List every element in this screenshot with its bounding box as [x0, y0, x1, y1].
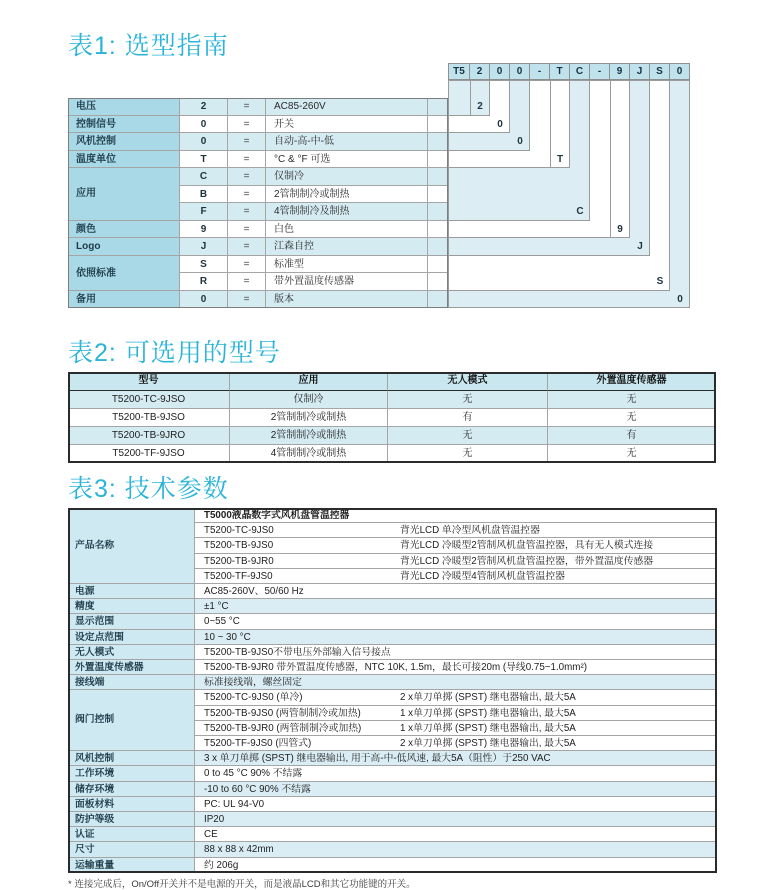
connector-letter-C: C	[576, 206, 584, 217]
spec-label-cell: 储存环境	[68, 782, 195, 797]
spec-value-cell: ±1 °C	[195, 599, 717, 614]
table3-title: 表3: 技术参数	[68, 475, 229, 503]
desc-cell: 仅制冷	[266, 168, 428, 186]
connector-letter-0: 0	[517, 136, 523, 147]
spec-label-cell: 认证	[68, 827, 195, 842]
spec-value-secondary: 2 x单刀单掷 (SPST) 继电器输出, 最大5A	[400, 692, 576, 704]
model-char-box: 9	[610, 63, 630, 80]
spacer-cell	[428, 221, 448, 239]
desc-cell: 江森自控	[266, 238, 428, 256]
row-label-cell: 控制信号	[68, 116, 180, 134]
spec-label-cell: 工作环境	[68, 766, 195, 781]
spec-value-secondary: 背光LCD 单冷型风机盘管温控器	[400, 525, 540, 537]
spec-value-secondary: 背光LCD 冷暖型2管制风机盘管温控器，具有无人模式连接	[400, 540, 654, 552]
code-cell: 0	[180, 133, 228, 151]
equals-cell: =	[228, 238, 266, 256]
spacer-cell	[428, 151, 448, 169]
code-cell: C	[180, 168, 228, 186]
desc-cell: 版本	[266, 291, 428, 309]
model-char-box: T5	[448, 63, 470, 80]
row-label-cell: 颜色	[68, 221, 180, 239]
spec-label-cell: 外置温度传感器	[68, 660, 195, 675]
table-cell: 无	[548, 445, 716, 463]
spec-label-cell: 尺寸	[68, 842, 195, 857]
model-char-box: J	[630, 63, 650, 80]
equals-cell: =	[228, 168, 266, 186]
row-label-cell: 依照标准	[68, 256, 180, 291]
table-cell: 无	[548, 391, 716, 409]
connector-letter-9: 9	[617, 223, 623, 235]
spec-value-cell: T5200-TB-9JS0 背光LCD 冷暖型2管制风机盘管温控器，具有无人模式连接	[195, 538, 717, 553]
spacer-cell	[428, 256, 448, 274]
spec-label-cell: 阀门控制	[68, 690, 195, 751]
spec-value-secondary: 1 x单刀单掷 (SPST) 继电器输出, 最大5A	[400, 707, 576, 719]
spec-value-cell: T5200-TF-9JS0 (四管式) 2 x单刀单掷 (SPST) 继电器输出, 最大5A	[195, 736, 717, 751]
spacer-cell	[428, 273, 448, 291]
connector-guide-line	[610, 80, 611, 238]
desc-cell: AC85-260V	[266, 98, 428, 116]
model-char-box: -	[590, 63, 610, 80]
equals-cell: =	[228, 273, 266, 291]
model-char-box: 0	[670, 63, 690, 80]
code-cell: B	[180, 186, 228, 204]
spec-value-cell: AC85-260V、50/60 Hz	[195, 584, 717, 599]
spec-label-cell: 电源	[68, 584, 195, 599]
spacer-cell	[428, 203, 448, 221]
table-cell: 无	[548, 409, 716, 427]
spec-value-cell: T5200-TB-9JR0 带外置温度传感器，NTC 10K, 1.5m，最长可接20m (导线0.75~1.0mm²)	[195, 660, 717, 675]
desc-cell: 白色	[266, 221, 428, 239]
table-cell: T5200-TB-9JSO	[68, 409, 230, 427]
connector-letter-0: 0	[497, 118, 503, 130]
equals-cell: =	[228, 203, 266, 221]
spec-value-cell: 约 206g	[195, 858, 717, 873]
code-cell: 0	[180, 116, 228, 134]
spacer-cell	[428, 116, 448, 134]
table-cell: 2管制制冷或制热	[230, 409, 388, 427]
equals-cell: =	[228, 116, 266, 134]
model-char-box: S	[650, 63, 670, 80]
column-header: 外置温度传感器	[548, 372, 716, 391]
model-char-box: -	[530, 63, 550, 80]
connector-letter-0: 0	[677, 293, 683, 305]
spec-value-cell: T5200-TB-9JR0 (两管制制冷或加热) 1 x单刀单掷 (SPST) 继电器输出, 最大5A	[195, 721, 717, 736]
desc-cell: 标准型	[266, 256, 428, 274]
spec-label-cell: 无人模式	[68, 645, 195, 660]
table-cell: 2管制制冷或制热	[230, 427, 388, 445]
connector-guide-line	[470, 80, 471, 116]
spec-value-cell: PC: UL 94-V0	[195, 797, 717, 812]
code-cell: R	[180, 273, 228, 291]
equals-cell: =	[228, 291, 266, 309]
desc-cell: 2管制制冷或制热	[266, 186, 428, 204]
spec-value-cell: 0~55 °C	[195, 614, 717, 629]
equals-cell: =	[228, 151, 266, 169]
spec-label-cell: 显示范围	[68, 614, 195, 629]
code-cell: T	[180, 151, 228, 169]
spec-value-cell: 88 x 88 x 42mm	[195, 842, 717, 857]
row-label-cell: 风机控制	[68, 133, 180, 151]
table-cell: 4管制制冷或制热	[230, 445, 388, 463]
row-label-cell: 备用	[68, 291, 180, 309]
code-cell: J	[180, 238, 228, 256]
equals-cell: =	[228, 98, 266, 116]
spec-value-secondary: 背光LCD 冷暖型2管制风机盘管温控器，带外置温度传感器	[400, 555, 654, 567]
spec-label-cell: 产品名称	[68, 508, 195, 584]
spec-value-cell: 10 ~ 30 °C	[195, 630, 717, 645]
table2-title: 表2: 可选用的型号	[68, 339, 281, 367]
spec-value-cell: T5200-TF-9JS0 背光LCD 冷暖型4管制风机盘管温控器	[195, 569, 717, 584]
spec-value-cell: 0 to 45 °C 90% 不结露	[195, 766, 717, 781]
spec-value-secondary: 1 x单刀单掷 (SPST) 继电器输出, 最大5A	[400, 722, 576, 734]
spacer-cell	[428, 291, 448, 309]
model-char-box: 0	[490, 63, 510, 80]
spec-value-cell: T5200-TB-9JS0 (两管制制冷或加热) 1 x单刀单掷 (SPST) 继电器输出, 最大5A	[195, 706, 717, 721]
table-cell: 有	[388, 409, 548, 427]
spec-label-cell: 风机控制	[68, 751, 195, 766]
spec-value-cell: T5200-TC-9JS0 (单冷) 2 x单刀单掷 (SPST) 继电器输出, 最大5A	[195, 690, 717, 705]
equals-cell: =	[228, 133, 266, 151]
spec-value-cell: 标准接线端，螺丝固定	[195, 675, 717, 690]
equals-cell: =	[228, 256, 266, 274]
spec-value-cell: CE	[195, 827, 717, 842]
desc-cell: 自动-高-中-低	[266, 133, 428, 151]
row-label-cell: 电压	[68, 98, 180, 116]
model-char-box: T	[550, 63, 570, 80]
equals-cell: =	[228, 221, 266, 239]
column-header: 无人模式	[388, 372, 548, 391]
spec-value-secondary: 2 x单刀单掷 (SPST) 继电器输出, 最大5A	[400, 738, 576, 749]
spacer-cell	[428, 133, 448, 151]
spec-value-cell: IP20	[195, 812, 717, 827]
table-cell: 有	[548, 427, 716, 445]
desc-cell: °C & °F 可选	[266, 151, 428, 169]
model-char-box: 0	[510, 63, 530, 80]
table-cell: T5200-TC-9JSO	[68, 391, 230, 409]
connector-letter-S: S	[656, 276, 664, 287]
table-cell: 无	[388, 391, 548, 409]
spec-value-cell: 3 x 单刀单掷 (SPST) 继电器输出, 用于高-中-低风速, 最大5A（阻性）于250 VAC	[195, 751, 717, 766]
table1-title: 表1: 选型指南	[68, 32, 229, 60]
spec-value-cell: T5200-TC-9JS0 背光LCD 单冷型风机盘管温控器	[195, 523, 717, 538]
code-cell: S	[180, 256, 228, 274]
model-char-box: 2	[470, 63, 490, 80]
spec-value-cell: -10 to 60 °C 90% 不结露	[195, 782, 717, 797]
table-cell: T5200-TF-9JSO	[68, 445, 230, 463]
desc-cell: 4管制制冷及制热	[266, 203, 428, 221]
spec-label-cell: 防护等级	[68, 812, 195, 827]
code-cell: F	[180, 203, 228, 221]
model-char-box: C	[570, 63, 590, 80]
equals-cell: =	[228, 186, 266, 204]
table-cell: 仅制冷	[230, 391, 388, 409]
code-cell: 9	[180, 221, 228, 239]
row-label-cell: 温度单位	[68, 151, 180, 169]
connector-letter-2: 2	[477, 101, 483, 112]
code-cell: 2	[180, 98, 228, 116]
row-label-cell: 应用	[68, 168, 180, 221]
spec-value-secondary: 背光LCD 冷暖型4管制风机盘管温控器	[400, 570, 565, 582]
spacer-cell	[428, 168, 448, 186]
spec-label-cell: 面板材料	[68, 797, 195, 812]
spacer-cell	[428, 98, 448, 116]
spacer-cell	[428, 186, 448, 204]
spec-value-cell: T5000液晶数字式风机盘管温控器	[195, 508, 717, 523]
column-header: 型号	[68, 372, 230, 391]
desc-cell: 带外置温度传感器	[266, 273, 428, 291]
connector-letter-J: J	[637, 241, 643, 252]
spec-label-cell: 接线端	[68, 675, 195, 690]
connector-guide-line	[550, 80, 551, 168]
table-cell: T5200-TB-9JRO	[68, 427, 230, 445]
spec-label-cell: 精度	[68, 599, 195, 614]
row-label-cell: Logo	[68, 238, 180, 256]
desc-cell: 开关	[266, 116, 428, 134]
table-cell: 无	[388, 445, 548, 463]
spacer-cell	[428, 238, 448, 256]
table-cell: 无	[388, 427, 548, 445]
spec-value-cell: T5200-TB-9JS0不带电压外部输入信号接点	[195, 645, 717, 660]
spec-label-cell: 运输重量	[68, 858, 195, 873]
connector-letter-T: T	[556, 153, 564, 165]
spec-value-cell: T5200-TB-9JR0 背光LCD 冷暖型2管制风机盘管温控器，带外置温度传感器	[195, 554, 717, 569]
spec-label-cell: 设定点范围	[68, 630, 195, 645]
footnote: * 连接完成后，On/Off开关并不是电源的开关，而是液晶LCD和其它功能键的开关。	[68, 879, 416, 890]
column-header: 应用	[230, 372, 388, 391]
code-cell: 0	[180, 291, 228, 309]
